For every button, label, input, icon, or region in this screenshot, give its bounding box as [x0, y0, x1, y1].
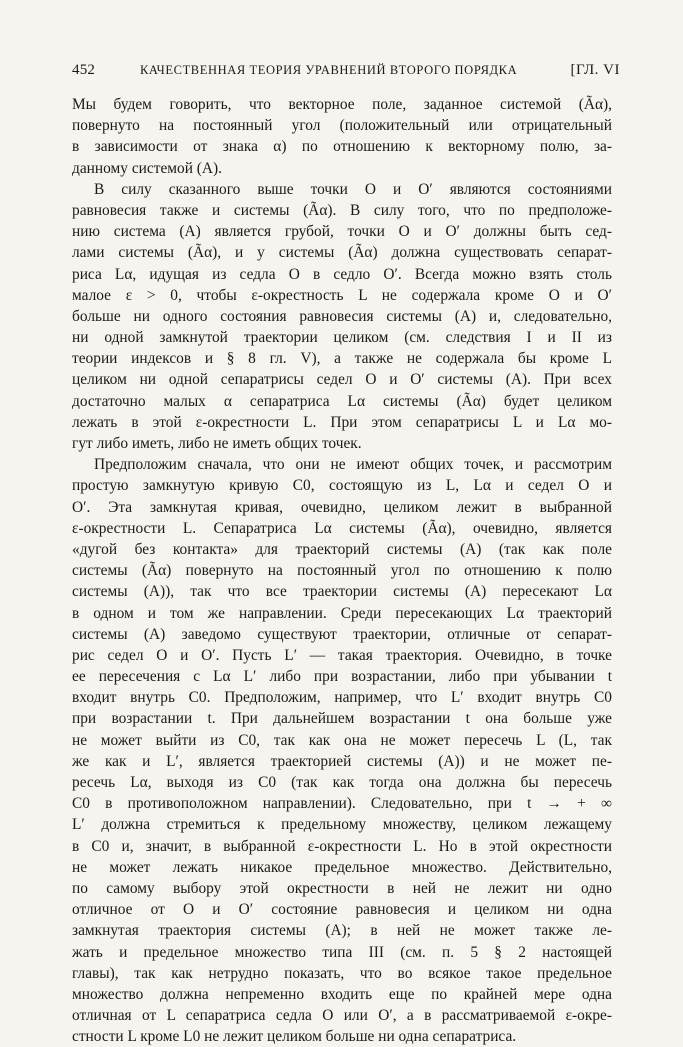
text-line: данному системой (A).: [72, 159, 223, 177]
text-line: лежать в этой ε-окрестности L. При этом сепаратрисы L и Lα мо-: [72, 413, 612, 431]
text-line: жать и предельное множество типа III (см. п. 5 § 2 настоящей: [72, 943, 612, 961]
running-header: [72, 62, 620, 82]
running-title: КАЧЕСТВЕННАЯ ТЕОРИЯ УРАВНЕНИЙ ВТОРОГО ПОРЯДКА: [140, 63, 518, 77]
text-line: теории индексов и § 8 гл. V), а также не содержала бы кроме L: [72, 350, 612, 368]
text-line: ее пересечения с Lα L′ либо при возрастании, либо при убывании t: [72, 668, 612, 686]
paragraph: [72, 454, 612, 1047]
text-line: замкнутая траектория системы (A); в ней не может также ле-: [72, 922, 612, 940]
text-line: лами системы (Ãα), и у системы (Ãα) должна существовать сепарат-: [72, 244, 612, 262]
text-line: системы (Ãα) повернуто на постоянный угол по отношению к полю: [72, 562, 612, 580]
text-line: Мы будем говорить, что векторное поле, заданное системой (Ãα),: [72, 96, 612, 113]
text-line: L′ должна стремиться к предельному множеству, целиком лежащему: [72, 816, 612, 834]
text-line: в зависимости от знака α) по отношению к векторному полю, за-: [72, 138, 612, 156]
paragraph: [72, 179, 612, 454]
text-line: Предположим сначала, что они не имеют общих точек, и рассмотрим: [94, 456, 612, 474]
text-line: по самому выбору этой окрестности в ней не лежит ни одно: [72, 879, 612, 897]
text-line: главы), так как нетрудно показать, что во всякое такое предельное: [72, 964, 612, 982]
body-text: [72, 94, 612, 1047]
text-line: «дугой без контакта» для траекторий системы (A) (так как поле: [72, 540, 612, 558]
text-line: повернуто на постоянный угол (положительный или отрицательный: [72, 117, 612, 135]
text-line: нию система (A) является грубой, точки O и O′ должны быть сед-: [72, 223, 612, 241]
text-line: риса Lα, идущая из седла O в седло O′. Всегда можно взять столь: [72, 265, 612, 283]
text-line: ε-окрестности L. Сепаратриса Lα системы (Ãα), очевидно, является: [72, 519, 612, 537]
text-line: равновесия также и системы (Ãα). В силу того, что по предположе-: [72, 201, 612, 219]
text-line: в одном и том же направлении. Среди пересекающих Lα траекторий: [72, 604, 612, 622]
text-line: гут либо иметь, либо не иметь общих точек.: [72, 435, 362, 452]
text-line: O′. Эта замкнутая кривая, очевидно, целиком лежит в выбранной: [72, 498, 612, 516]
text-line: достаточно малых α сепаратриса Lα системы (Ãα) будет целиком: [72, 392, 612, 410]
text-line: множество должна непременно входить еще по крайней мере одна: [72, 985, 612, 1003]
text-line: не может выйти из C0, так как она не может пересечь L (L, так: [72, 731, 612, 749]
text-line: системы (A)), так что все траектории системы (A) пересекают Lα: [72, 583, 612, 601]
text-line: не может лежать никакое предельное множество. Действительно,: [72, 858, 612, 876]
text-line: при возрастании t. При дальнейшем возрастании t она больше уже: [72, 710, 612, 728]
text-line: целиком ни одной сепаратрисы седел O и O′ системы (A). При всех: [72, 371, 612, 389]
text-line: C0 в противоположном направлении). Следовательно, при t → + ∞: [72, 795, 612, 813]
text-line: ресечь Lα, выходя из C0 (так как тогда она должна бы пересечь: [72, 774, 612, 791]
text-line: стности L кроме L0 не лежит целиком больше ни одна сепаратриса.: [72, 1028, 517, 1046]
text-line: отличное от O и O′ состояние равновесия и целиком ни одна: [72, 901, 612, 919]
text-line: ни одной замкнутой траектории целиком (см. следствия I и II из: [72, 329, 612, 347]
text-line: рис седел O и O′. Пусть L′ — такая траектория. Очевидно, в точке: [72, 646, 612, 664]
text-line: системы (A) заведомо существуют траектории, отличные от сепарат-: [72, 625, 612, 643]
text-line: простую замкнутую кривую C0, состоящую из L, Lα и седел O и: [72, 477, 612, 495]
chapter-label: [ГЛ. VI: [570, 62, 620, 78]
paragraph: [72, 94, 612, 179]
text-line: больше ни одного состояния равновесия системы (A) и, следовательно,: [72, 307, 612, 325]
text-line: В силу сказанного выше точки O и O′ являются состояниями: [94, 180, 612, 198]
text-line: отличная от L сепаратриса седла O или O′, а в рассматриваемой ε-окре-: [72, 1007, 612, 1025]
text-line: малое ε > 0, чтобы ε-окрестность L не содержала кроме O и O′: [72, 286, 612, 304]
text-line: входит внутрь C0. Предположим, например, что L′ входит внутрь C0: [72, 689, 612, 707]
text-line: в C0 и, значит, в выбранной ε-окрестности L. Но в этой окрестности: [72, 837, 612, 855]
text-line: же как и L′, является траекторией системы (A)) и не может пе-: [72, 752, 612, 770]
page-number: 452: [72, 62, 96, 78]
